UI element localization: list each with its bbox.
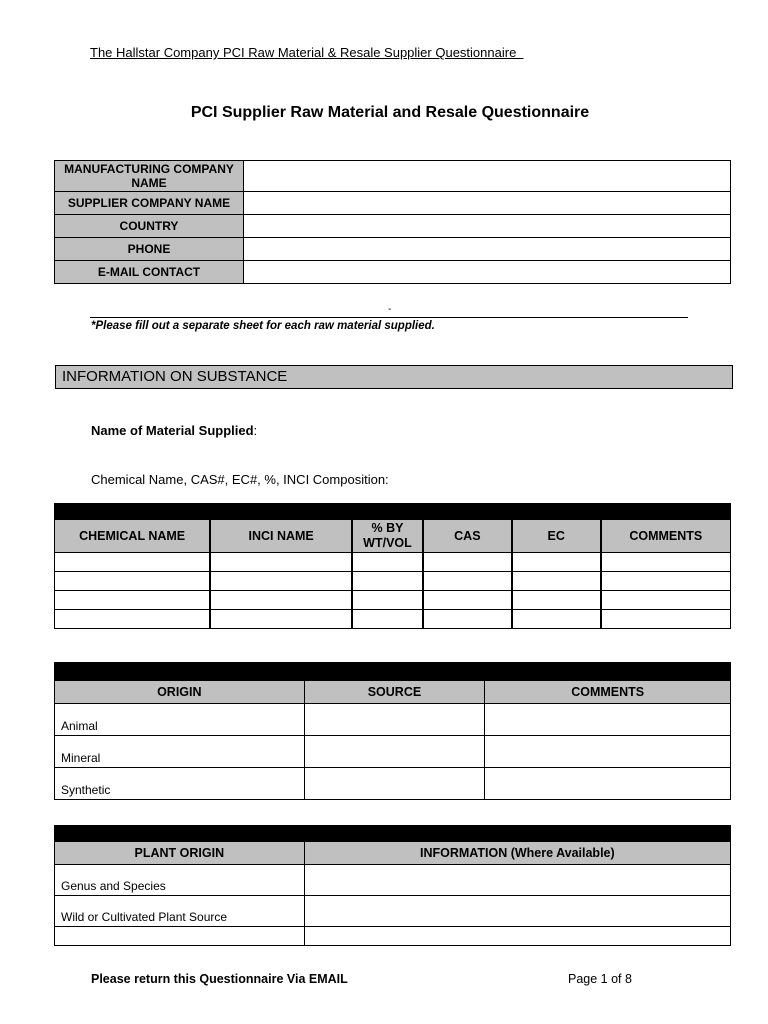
ec-cell[interactable] xyxy=(512,610,601,629)
column-header-origin: ORIGIN xyxy=(55,681,305,704)
chemical-composition-block xyxy=(54,503,731,629)
source-cell[interactable] xyxy=(304,736,485,768)
column-header-comments: COMMENTS xyxy=(601,520,731,553)
chemical-name-cell[interactable] xyxy=(55,553,211,572)
column-header-cas: CAS xyxy=(423,520,512,553)
cas-cell[interactable] xyxy=(423,610,512,629)
chemical-name-cell[interactable] xyxy=(55,572,211,591)
table-header-bar xyxy=(54,825,731,841)
manufacturing-company-label: MANUFACTURING COMPANY NAME xyxy=(55,161,244,192)
comments-cell[interactable] xyxy=(601,591,731,610)
inci-name-cell[interactable] xyxy=(210,553,352,572)
document-title: PCI Supplier Raw Material and Resale Questionnaire xyxy=(190,104,590,121)
chemical-name-cell[interactable] xyxy=(55,591,211,610)
company-info-row xyxy=(55,161,731,192)
ec-cell[interactable] xyxy=(512,553,601,572)
email-contact-label: E-MAIL CONTACT xyxy=(55,261,244,284)
column-header-ec: EC xyxy=(512,520,601,553)
section-heading-substance: INFORMATION ON SUBSTANCE xyxy=(55,365,733,389)
column-header-comments: COMMENTS xyxy=(485,681,731,704)
composition-label: Chemical Name, CAS#, EC#, %, INCI Composition: xyxy=(91,472,389,487)
comments-cell[interactable] xyxy=(601,610,731,629)
page-number: Page 1 of 8 xyxy=(568,972,632,986)
origin-table xyxy=(54,680,731,800)
cas-cell[interactable] xyxy=(423,572,512,591)
chemical-name-cell[interactable] xyxy=(55,610,211,629)
information-cell[interactable] xyxy=(304,865,730,896)
column-header-information: INFORMATION (Where Available) xyxy=(304,842,730,865)
supplier-company-field[interactable] xyxy=(244,192,731,215)
percent-cell[interactable] xyxy=(352,553,423,572)
inci-name-cell[interactable] xyxy=(210,572,352,591)
email-contact-field[interactable] xyxy=(244,261,731,284)
comments-cell[interactable] xyxy=(485,704,731,736)
plant-label-genus-species: Genus and Species xyxy=(55,865,305,896)
ec-cell[interactable] xyxy=(512,591,601,610)
percent-cell[interactable] xyxy=(352,610,423,629)
origin-label-animal: Animal xyxy=(55,704,305,736)
column-header-inci-name: INCI NAME xyxy=(210,520,352,553)
company-info-row xyxy=(55,261,731,284)
column-header-percent-by-wt-vol: % BY WT/VOL xyxy=(352,520,423,553)
material-supplied-colon: : xyxy=(253,423,258,438)
plant-origin-table xyxy=(54,841,731,946)
table-header-row xyxy=(55,520,731,553)
inci-name-cell[interactable] xyxy=(210,610,352,629)
cas-cell[interactable] xyxy=(423,591,512,610)
separator-mark: - xyxy=(388,304,392,315)
ec-cell[interactable] xyxy=(512,572,601,591)
origin-block xyxy=(54,662,731,800)
comments-cell[interactable] xyxy=(601,553,731,572)
table-row xyxy=(55,768,731,800)
table-row xyxy=(55,553,731,572)
column-header-chemical-name: CHEMICAL NAME xyxy=(55,520,211,553)
plant-label-cell[interactable] xyxy=(55,927,305,946)
table-row xyxy=(55,610,731,629)
company-info-row xyxy=(55,238,731,261)
percent-cell[interactable] xyxy=(352,572,423,591)
table-row xyxy=(55,572,731,591)
column-header-plant-origin: PLANT ORIGIN xyxy=(55,842,305,865)
country-label: COUNTRY xyxy=(55,215,244,238)
instruction-note: *Please fill out a separate sheet for each raw material supplied. xyxy=(91,320,435,332)
source-cell[interactable] xyxy=(304,704,485,736)
company-info-table xyxy=(54,160,731,284)
supplier-company-label: SUPPLIER COMPANY NAME xyxy=(55,192,244,215)
comments-cell[interactable] xyxy=(485,736,731,768)
country-field[interactable] xyxy=(244,215,731,238)
chemical-composition-table xyxy=(54,519,731,629)
source-cell[interactable] xyxy=(304,768,485,800)
running-header: The Hallstar Company PCI Raw Material & Resale Supplier Questionnaire xyxy=(90,45,524,60)
information-cell[interactable] xyxy=(304,927,730,946)
information-cell[interactable] xyxy=(304,896,730,927)
separator-rule xyxy=(90,317,688,318)
table-header-bar xyxy=(54,503,731,519)
column-header-source: SOURCE xyxy=(304,681,485,704)
company-info-row xyxy=(55,215,731,238)
table-row xyxy=(55,896,731,927)
plant-origin-block xyxy=(54,825,731,946)
table-header-bar xyxy=(54,662,731,680)
cas-cell[interactable] xyxy=(423,553,512,572)
plant-label-wild-cultivated: Wild or Cultivated Plant Source xyxy=(55,896,305,927)
table-row xyxy=(55,591,731,610)
manufacturing-company-field[interactable] xyxy=(244,161,731,192)
origin-label-mineral: Mineral xyxy=(55,736,305,768)
table-header-row xyxy=(55,681,731,704)
return-instruction: Please return this Questionnaire Via EMAIL xyxy=(91,972,348,986)
material-supplied-text: Name of Material Supplied xyxy=(91,423,254,438)
inci-name-cell[interactable] xyxy=(210,591,352,610)
phone-field[interactable] xyxy=(244,238,731,261)
percent-cell[interactable] xyxy=(352,591,423,610)
phone-label: PHONE xyxy=(55,238,244,261)
origin-label-synthetic: Synthetic xyxy=(55,768,305,800)
table-row xyxy=(55,736,731,768)
comments-cell[interactable] xyxy=(485,768,731,800)
table-row xyxy=(55,865,731,896)
company-info-row xyxy=(55,192,731,215)
material-supplied-label xyxy=(91,423,257,438)
comments-cell[interactable] xyxy=(601,572,731,591)
table-row xyxy=(55,704,731,736)
table-header-row xyxy=(55,842,731,865)
table-row xyxy=(55,927,731,946)
